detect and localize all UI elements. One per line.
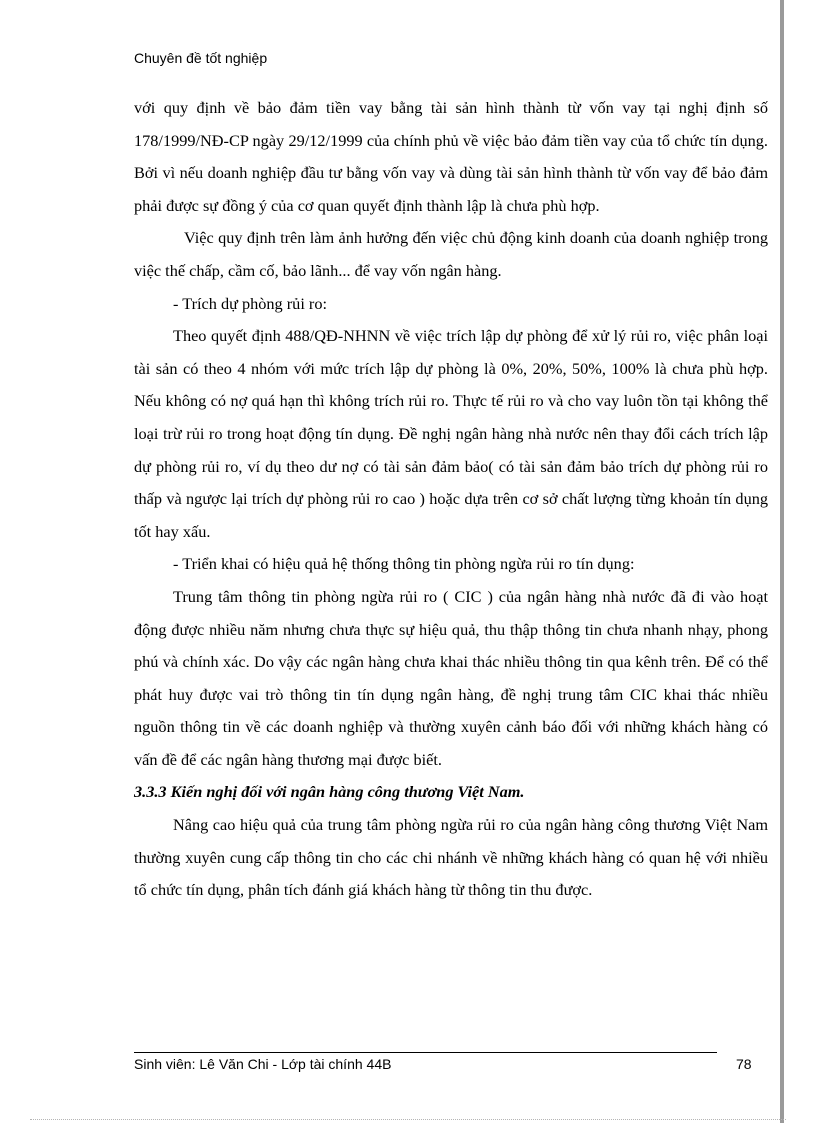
page-header: Chuyên đề tốt nghiệp: [134, 50, 268, 66]
footer-divider: [134, 1052, 717, 1053]
section-heading: 3.3.3 Kiến nghị đối với ngân hàng công thương Việt Nam.: [134, 782, 525, 802]
paragraph-5: Nâng cao hiệu quả của trung tâm phòng ngừa rủi ro của ngân hàng công thương Việt Nam thường xuyên cung cấp thông tin cho các chi nhánh về những khách hàng có quan hệ với nhiều tổ chức tín dụng, phân tích đánh giá khách hàng từ thông tin thu được.: [134, 815, 768, 900]
page-shadow: [780, 0, 784, 1123]
paragraph-3: Theo quyết định 488/QĐ-NHNN về việc trích lập dự phòng để xử lý rủi ro, việc phân loại tài sản có theo 4 nhóm với mức trích lập dự phòng là 0%, 20%, 50%, 100% là chưa phù hợp. Nếu không có nợ quá hạn thì không trích rủi ro. Thực tế rủi ro và cho vay luôn tồn tại không thể loại trừ rủi ro trong hoạt động tín dụng. Đề nghị ngân hàng nhà nước nên thay đổi cách trích lập dự phòng rủi ro, ví dụ theo dư nợ có tài sản đảm bảo( có tài sản đảm bảo trích dự phòng rủi ro thấp và ngược lại trích dự phòng rủi ro cao ) hoặc dựa trên cơ sở chất lượng từng khoản tín dụng tốt hay xấu.: [134, 326, 768, 541]
paragraph-4: Trung tâm thông tin phòng ngừa rủi ro ( CIC ) của ngân hàng nhà nước đã đi vào hoạt động được nhiều năm nhưng chưa thực sự hiệu quả, thu thập thông tin chưa nhanh nhạy, phong phú và chính xác. Do vậy các ngân hàng chưa khai thác nhiều thông tin qua kênh trên. Để có thể phát huy được vai trò thông tin tín dụng ngân hàng, đề nghị trung tâm CIC khai thác nhiều nguồn thông tin về các doanh nghiệp và thường xuyên cảnh báo đối với những khách hàng có vấn đề để các ngân hàng thương mại được biết.: [134, 586, 768, 769]
footer-author: Sinh viên: Lê Văn Chi - Lớp tài chính 44B: [134, 1056, 392, 1072]
document-body: [134, 92, 768, 907]
bullet-info-system: - Triển khai có hiệu quả hệ thống thông tin phòng ngừa rủi ro tín dụng:: [173, 554, 635, 574]
paragraph-1: với quy định về bảo đảm tiền vay bằng tài sản hình thành từ vốn vay tại nghị định số 178/1999/NĐ-CP ngày 29/12/1999 của chính phủ về việc bảo đảm tiền vay của tổ chức tín dụng. Bởi vì nếu doanh nghiệp đầu tư bằng vốn vay và dùng tài sản hình thành từ vốn vay để bảo đảm phải được sự đồng ý của cơ quan quyết định thành lập là chưa phù hợp.: [134, 98, 768, 215]
page-bottom-edge: [30, 1119, 786, 1120]
paragraph-2: Việc quy định trên làm ảnh hưởng đến việc chủ động kinh doanh của doanh nghiệp trong việc thế chấp, cầm cố, bảo lãnh... để vay vốn ngân hàng.: [134, 228, 768, 280]
page-number: 78: [736, 1056, 752, 1072]
bullet-risk-provision: - Trích dự phòng rủi ro:: [173, 293, 328, 313]
